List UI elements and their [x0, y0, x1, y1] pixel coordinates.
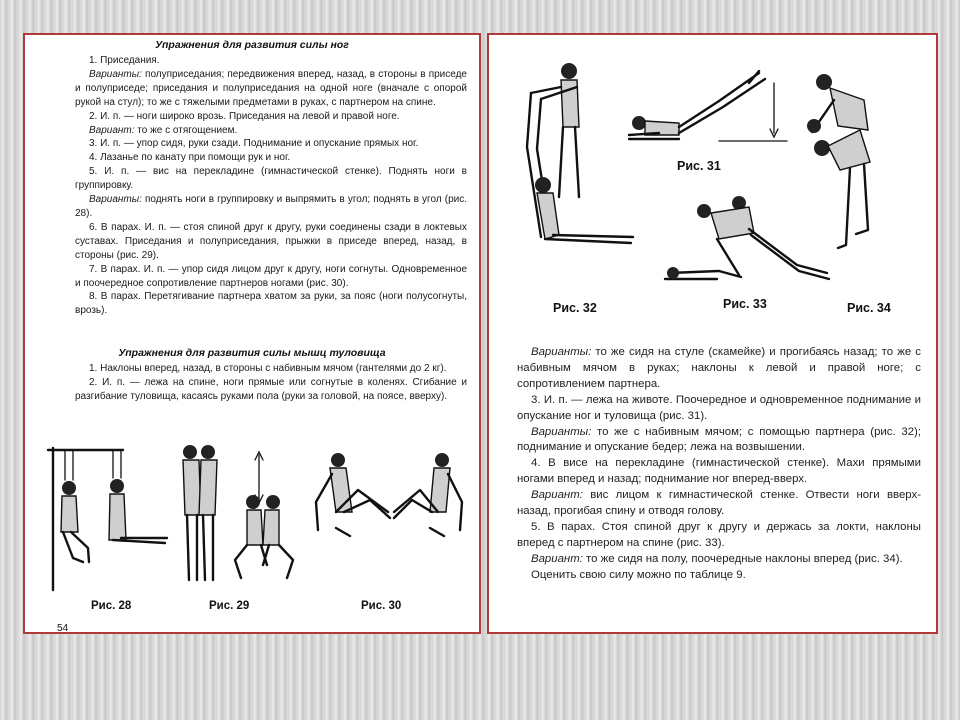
leg-exercises-text	[75, 54, 467, 318]
right-page-text	[517, 345, 921, 584]
right-paragraph: Вариант: то же сидя на полу, поочередные наклоны вперед (рис. 34).	[531, 552, 903, 565]
left-page	[23, 33, 481, 634]
leg-exercise-paragraph: 6. В парах. И. п. — стоя спиной друг к другу, руки соединены сзади в локтевых суставах. Приседания и полуприседания, прыжки в приседе вперед, назад, в стороны (рис. 29).	[75, 221, 467, 261]
right-paragraph: Варианты: то же с набивным мячом; с помощью партнера (рис. 32); поднимание и опускание бедер; лежа на возвышении.	[517, 425, 921, 454]
figure-28-label: Рис. 28	[91, 600, 132, 612]
torso-exercise-paragraph: 1. Наклоны вперед, назад, в стороны с набивным мячом (гантелями до 2 кг).	[89, 363, 447, 374]
torso-exercise-paragraph: 2. И. п. — лежа на спине, ноги прямые или согнутые в коленях. Сгибание и разгибание туловища, касаясь руками пола (руки за головой, на поясе, вверху).	[75, 376, 467, 402]
leg-exercise-paragraph: 2. И. п. — ноги широко врозь. Приседания на левой и правой ноге.	[89, 110, 400, 122]
heading-torso-strength: Упражнения для развития силы мышц туловища	[118, 347, 386, 359]
heading-leg-strength: Упражнения для развития силы ног	[155, 39, 349, 51]
leg-exercise-paragraph: 5. И. п. — вис на перекладине (гимнастической стенке). Поднять ноги в группировку.	[75, 166, 467, 192]
right-paragraph: 4. В висе на перекладине (гимнастической стенке). Махи прямыми ногами вперед и назад; поднимание ног вперед-вверх.	[517, 457, 921, 486]
leg-exercise-paragraph: Вариант: то же с отягощением.	[89, 124, 238, 136]
right-paragraph: 3. И. п. — лежа на животе. Поочередное и одновременное поднимание и опускание ног и туловища (рис. 31).	[517, 393, 921, 422]
figure-28-illustration	[43, 440, 173, 605]
figure-29-illustration	[175, 440, 315, 600]
figure-34-label: Рис. 34	[847, 301, 891, 315]
right-paragraph: Вариант: вис лицом к гимнастической стенке. Отвести ноги вверх-назад, прогибая спину и отводя голову.	[517, 489, 921, 518]
leg-exercise-paragraph: 8. В парах. Перетягивание партнера хватом за руки, за пояс (ноги полусогнуты, врозь).	[75, 291, 467, 317]
figure-33-illustration	[659, 185, 839, 295]
figure-32-label: Рис. 32	[553, 301, 597, 315]
figure-30-label: Рис. 30	[361, 600, 402, 612]
leg-exercise-paragraph: 3. И. п. — упор сидя, руки сзади. Поднимание и опускание прямых ног.	[89, 138, 419, 150]
figure-31-illustration	[619, 63, 789, 163]
leg-exercise-paragraph: 1. Приседания.	[89, 55, 160, 66]
leg-exercise-paragraph: Варианты: поднять ноги в группировку и выпрямить в угол; поднять в угол (рис. 28).	[75, 194, 467, 219]
right-paragraph: 5. В парах. Стоя спиной друг к другу и держась за локти, наклоны вперед с партнером на спине (рис. 33).	[517, 520, 921, 549]
leg-exercise-paragraph: Варианты: полуприседания; передвижения вперед, назад, в стороны в приседе и полуприседе; приседания и полуприседания на одной ноге (вначале с опорой рукой на стул); то же с тяжелыми предметами в руках, с партнером на спине.	[75, 68, 467, 108]
figure-29-label: Рис. 29	[209, 600, 250, 612]
torso-exercises-text	[75, 362, 467, 404]
figure-30-illustration	[310, 440, 475, 600]
figure-31-label: Рис. 31	[677, 159, 721, 173]
leg-exercise-paragraph: 7. В парах. И. п. — упор сидя лицом друг к другу, ноги согнуты. Одновременное и поочередное сопротивление партнеров ногами (рис. 30).	[75, 263, 467, 289]
figure-33-label: Рис. 33	[723, 297, 767, 311]
right-page	[487, 33, 938, 634]
page-number: 54	[57, 623, 69, 634]
leg-exercise-paragraph: 4. Лазанье по канату при помощи рук и ног.	[89, 152, 291, 164]
right-paragraph: Варианты: то же сидя на стуле (скамейке) и прогибаясь назад; то же с набивным мячом в руках; наклоны к левой и правой ноге; с сопротивлением партнера.	[517, 346, 921, 390]
right-paragraph: Оценить свою силу можно по таблице 9.	[531, 568, 746, 581]
